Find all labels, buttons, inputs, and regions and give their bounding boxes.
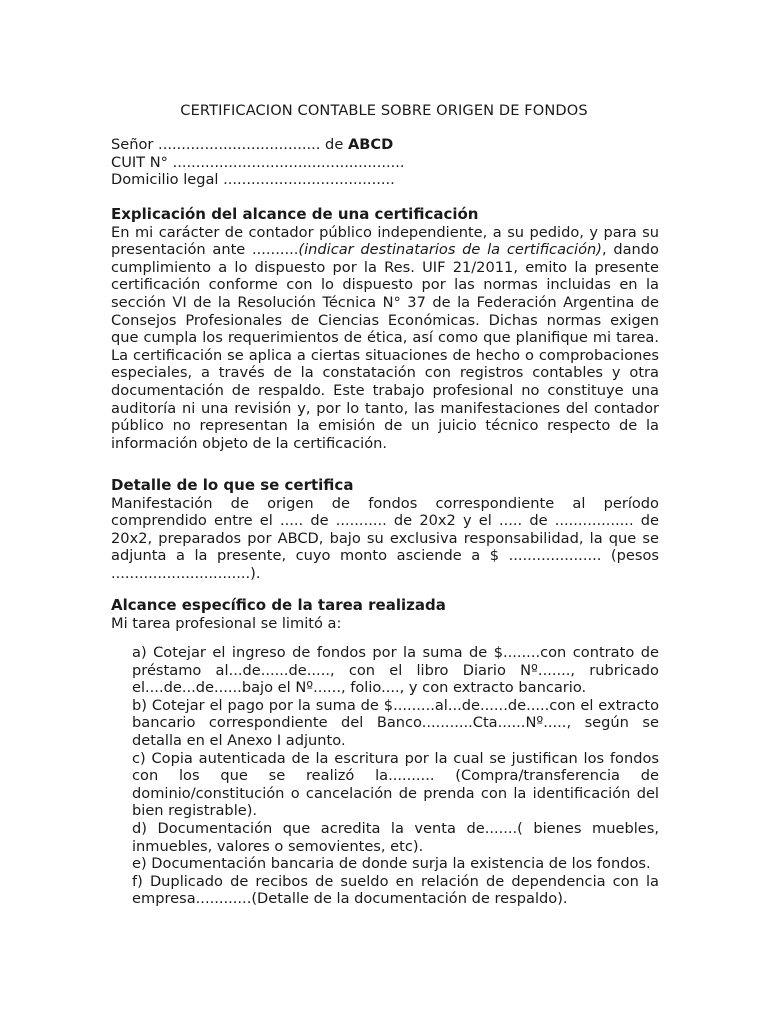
client-name: ABCD bbox=[347, 136, 394, 153]
list-item: d) Documentación que acredita la venta de.......( bienes muebles, inmuebles, valores o semovientes, etc). bbox=[132, 819, 659, 855]
specific-scope-section bbox=[111, 597, 659, 632]
cuit-line: CUIT N° .................................................. bbox=[111, 153, 405, 171]
scope-explanation-body bbox=[111, 224, 659, 453]
scope-explanation-section bbox=[111, 206, 659, 452]
document-title: CERTIFICACION CONTABLE SOBRE ORIGEN DE FONDOS bbox=[180, 102, 588, 119]
specific-scope-heading: Alcance específico de la tarea realizada bbox=[111, 596, 446, 614]
specific-scope-intro: Mi tarea profesional se limitó a: bbox=[111, 614, 342, 632]
addressee-prefix: Señor ................................... de bbox=[111, 136, 348, 153]
certified-detail-body: Manifestación de origen de fondos correspondiente al período comprendido entre el ..... de ........... de 20x2 y el ..... de ................. de 20x2, preparados por ABCD, bajo su exclusiva responsabilidad, la que se adjunta a la presente, cuyo monto asciende a $ .................... (pesos ..............................). bbox=[111, 494, 659, 582]
scope-explanation-heading: Explicación del alcance de una certificación bbox=[111, 205, 479, 223]
scope-text-part1: En mi carácter de contador público independiente, a su pedido, y para su presentación ante .......... bbox=[111, 223, 659, 259]
list-item: f) Duplicado de recibos de sueldo en relación de dependencia con la empresa............(Detalle de la documentación de respaldo). bbox=[132, 872, 659, 908]
certified-detail-heading: Detalle de lo que se certifica bbox=[111, 476, 354, 494]
task-list bbox=[132, 644, 659, 908]
scope-text-italic: (indicar destinatarios de la certificación) bbox=[298, 241, 602, 259]
addressee-line bbox=[111, 136, 659, 154]
certified-detail-section bbox=[111, 477, 659, 583]
addressee-block bbox=[111, 136, 659, 189]
list-item: a) Cotejar el ingreso de fondos por la suma de $........con contrato de préstamo al...de......de....., con el libro Diario Nº......., rubricado el....de...de......bajo el Nº......, folio...., y con extracto bancario. bbox=[132, 644, 659, 697]
list-item: e) Documentación bancaria de donde surja la existencia de los fondos. bbox=[132, 855, 651, 873]
list-item: b) Cotejar el pago por la suma de $.........al...de......de.....con el extracto bancario correspondiente del Banco...........Cta......Nº....., según se detalla en el Anexo I adjunto. bbox=[132, 696, 659, 749]
domicile-line: Domicilio legal ..................................... bbox=[111, 171, 395, 189]
scope-text-part2: , dando cumplimiento a lo dispuesto por la Res. UIF 21/2011, emito la presente certificación conforme con lo dispuesto por las normas incluidas en la sección VI de la Resolución Técnica N° 37 de la Federación Argentina de Consejos Profesionales de Ciencias Económicas. Dichas normas exigen que cumpla los requerimientos de ética, así como que planifique mi tarea. La certificación se aplica a ciertas situaciones de hecho o comprobaciones especiales, a través de la constatación con registros contables y otra documentación de respaldo. Este trabajo profesional no constituye una auditoría ni una revisión y, por lo tanto, las manifestaciones del contador público no representan la emisión de un juicio técnico respecto de la información objeto de la certificación. bbox=[111, 241, 659, 452]
list-item: c) Copia autenticada de la escritura por la cual se justifican los fondos con los que se realizó la.......... (Compra/transferencia de dominio/constitución o cancelación de prenda con la identificación del bien registrable). bbox=[132, 749, 659, 820]
